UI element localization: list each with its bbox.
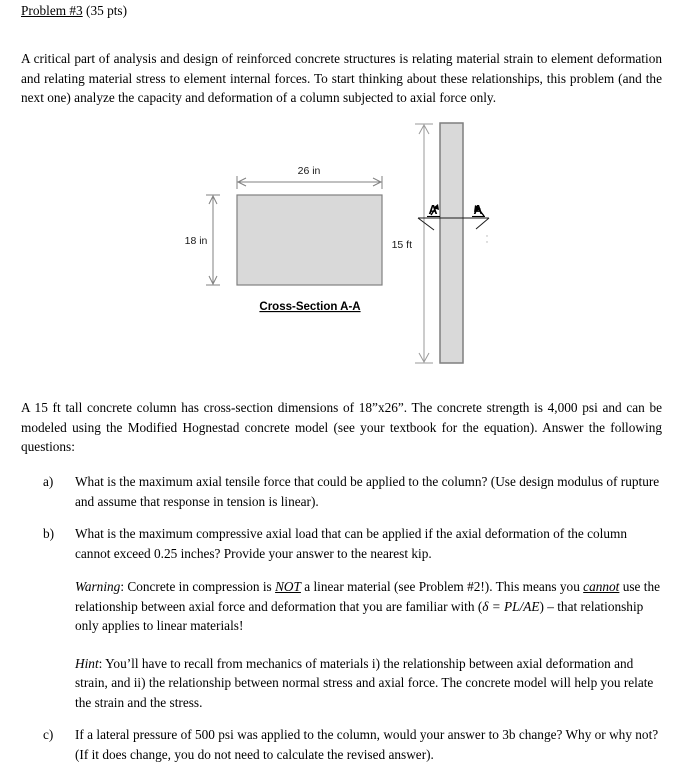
body-paragraph: A 15 ft tall concrete column has cross-section dimensions of 18”x26”. The concrete strength is 4,000 psi and can be modeled using the Modified Hognestad concrete model (see your textbook for the equation). Answer the following questions:: [21, 400, 662, 455]
column-figure: [0, 108, 683, 380]
question-list: [21, 472, 662, 777]
column-height-dimension: [415, 124, 433, 363]
figure-artifact-dots: [486, 235, 487, 242]
problem-points: (35 pts): [86, 3, 128, 18]
warning-part3: use the relationship between axial force and deformation that you are familiar with (: [75, 579, 660, 614]
question-item-b: [21, 524, 662, 712]
section-mark-left-label: A: [428, 203, 438, 217]
warning-label: Warning: [75, 579, 121, 594]
warning-formula: δ = PL/AE: [482, 598, 540, 614]
width-dimension: [237, 176, 382, 189]
problem-number: Problem #3: [21, 3, 83, 18]
question-item-a: [21, 472, 662, 511]
question-marker-c: c): [43, 727, 54, 742]
height-dimension-label: 18 in: [184, 235, 208, 247]
question-marker-b: b): [43, 526, 55, 541]
question-b-hint: [75, 654, 662, 713]
warning-part1: : Concrete in compression is: [120, 579, 276, 594]
column-elevation-rect: [440, 123, 463, 363]
hint-label: Hint: [75, 655, 99, 671]
section-mark-right-label: A: [473, 203, 483, 217]
intro-paragraph: A critical part of analysis and design of reinforced concrete structures is relating material strain to element deformation and relating material stress to element internal forces. To start thinking about these relationships, this problem (and the next one) analyze the capacity and deformation of a column subjected to axial force only.: [21, 51, 662, 106]
warning-part2: a linear material (see Problem #2!). This means you: [300, 579, 584, 594]
question-marker-a: a): [43, 474, 54, 489]
hint-text: : You’ll have to recall from mechanics of materials i) the relationship between axial deformation and strain, and ii) the relationship between normal stress and axial force. The concrete model will help you relate the strain and the stress.: [75, 655, 654, 710]
warning-emph-not: NOT: [275, 579, 301, 594]
question-text-c: If a lateral pressure of 500 psi was applied to the column, would your answer to 3b change? Why or why not? (If it does change, you do not need to calculate the revised answer).: [75, 727, 659, 762]
warning-part4: ) – that relationship only applies to linear materials!: [75, 598, 644, 633]
warning-emph-cannot: cannot: [583, 579, 620, 594]
question-text-a: What is the maximum axial tensile force that could be applied to the column? (Use design modulus of rupture and assume that response in tension is linear).: [75, 474, 660, 509]
cross-section-caption: Cross-Section A-A: [259, 301, 361, 313]
question-item-c: [21, 725, 662, 764]
cross-section-rect: [237, 195, 382, 285]
question-b-warning: [75, 577, 662, 636]
height-dimension: [206, 195, 220, 285]
question-text-b: What is the maximum compressive axial load that can be applied if the axial deformation of the column cannot exceed 0.25 inches? Provide your answer to the nearest kip.: [75, 526, 628, 561]
width-dimension-label: 26 in: [297, 165, 321, 177]
column-height-label: 15 ft: [391, 239, 412, 251]
page-title: [21, 3, 127, 19]
